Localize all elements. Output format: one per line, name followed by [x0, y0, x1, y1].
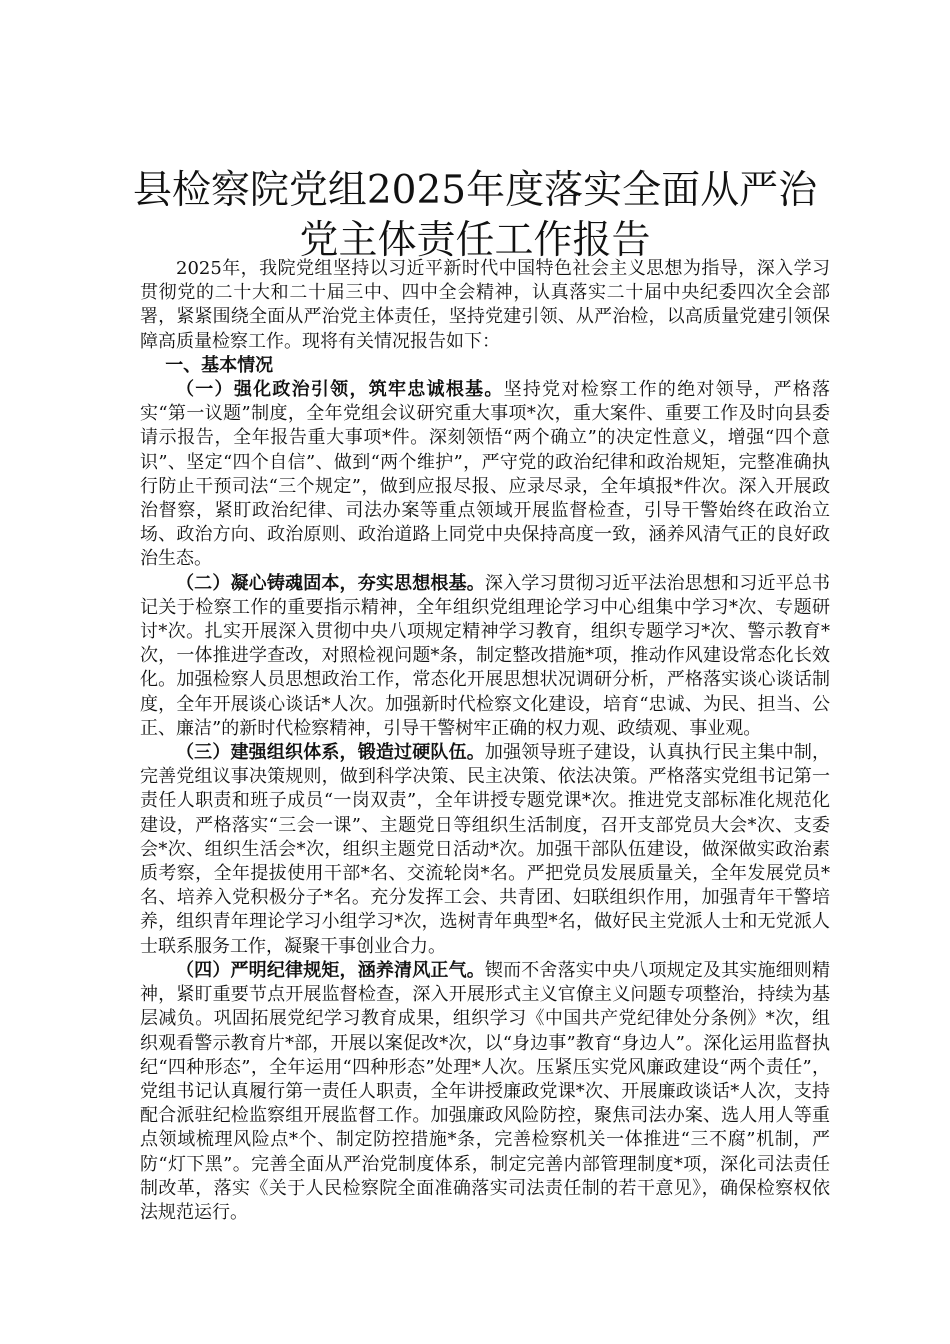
paragraph-1: [140, 378, 830, 572]
paragraph-2-lead: （二）凝心铸魂固本，夯实思想根基。: [176, 572, 485, 594]
paragraph-4: [140, 959, 830, 1225]
paragraph-1-lead: （一）强化政治引领，筑牢忠诚根基。: [176, 379, 504, 401]
paragraph-2: [140, 572, 830, 741]
paragraph-3: [140, 741, 830, 959]
section-heading: 一、基本情况: [165, 354, 274, 376]
paragraph-1-text: 坚持党对检察工作的绝对领导，严格落实“第一议题”制度，全年党组会议研究重大事项*次，重大案件、重要工作及时向县委请示报告，全年报告重大事项*件。深刻领悟“两个确立”的决定性意义，增强“四个意识”、坚定“四个自信”、做到“两个维护”，严守党的政治纪律和政治规矩，完整准确执行防止干预司法“三个规定”，做到应报尽报、应录尽录，全年填报*件次。深入开展政治督察，紧盯政治纪律、司法办案等重点领域开展监督检查，引导干警始终在政治立场、政治方向、政治原则、政治道路上同党中央保持高度一致，涵养风清气正的良好政治生态。: [140, 379, 831, 570]
paragraph-4-text: 锲而不舍落实中央八项规定及其实施细则精神，紧盯重要节点开展监督检查，深入开展形式主义官僚主义问题专项整治，持续为基层减负。巩固拓展党纪学习教育成果，组织学习《中国共产党纪律处分条例》*次，组织观看警示教育片*部，开展以案促改*次，以“身边事”教育“身边人”。深化运用监督执纪“四种形态”，全年运用“四种形态”处理*人次。压紧压实党风廉政建设“两个责任”，党组书记认真履行第一责任人职责，全年讲授廉政党课*次、开展廉政谈话*人次，支持配合派驻纪检监察组开展监督工作。加强廉政风险防控，聚焦司法办案、选人用人等重点领域梳理风险点*个、制定防控措施*条，完善检察机关一体推进“三不腐”机制，严防“灯下黑”。完善全面从严治党制度体系，制定完善内部管理制度*项，深化司法责任制改革，落实《关于人民检察院全面准确落实司法责任制的若干意见》，确保检察权依法规范运行。: [140, 959, 831, 1223]
document-title: 县检察院党组2025年度落实全面从严治党主体责任工作报告: [132, 168, 818, 263]
intro-paragraph: 2025年，我院党组坚持以习近平新时代中国特色社会主义思想为指导，深入学习贯彻党的二十大和二十届三中、四中全会精神，认真落实二十届中央纪委四次全会部署，紧紧围绕全面从严治党主体责任，坚持党建引领、从严治检，以高质量党建引领保障高质量检察工作。现将有关情况报告如下：: [140, 258, 830, 352]
paragraph-3-lead: （三）建强组织体系，锻造过硬队伍。: [176, 742, 485, 764]
paragraph-4-lead: （四）严明纪律规矩，涵养清风正气。: [176, 959, 485, 981]
document-body: [140, 257, 830, 1225]
paragraph-3-text: 加强领导班子建设，认真执行民主集中制，完善党组议事决策规则，做到科学决策、民主决策、依法决策。严格落实党组书记第一责任人职责和班子成员“一岗双责”，全年讲授专题党课*次。推进党支部标准化规范化建设，严格落实“三会一课”、主题党日等组织生活制度，召开支部党员大会*次、支委会*次、组织生活会*次，组织主题党日活动*次。加强干部队伍建设，做深做实政治素质考察，全年提拔使用干部*名、交流轮岗*名。严把党员发展质量关，全年发展党员*名、培养入党积极分子*名。充分发挥工会、共青团、妇联组织作用，加强青年干警培养，组织青年理论学习小组学习*次，选树青年典型*名，做好民主党派人士和无党派人士联系服务工作，凝聚干事创业合力。: [140, 742, 831, 957]
paragraph-2-text: 深入学习贯彻习近平法治思想和习近平总书记关于检察工作的重要指示精神，全年组织党组理论学习中心组集中学习*次、专题研讨*次。扎实开展深入贯彻中央八项规定精神学习教育，组织专题学习*次、警示教育*次，一体推进学查改，对照检视问题*条，制定整改措施*项，推动作风建设常态化长效化。加强检察人员思想政治工作，常态化开展思想状况调研分析，严格落实谈心谈话制度，全年开展谈心谈话*人次。加强新时代检察文化建设，培育“忠诚、为民、担当、公正、廉洁”的新时代检察精神，引导干警树牢正确的权力观、政绩观、事业观。: [140, 572, 831, 739]
